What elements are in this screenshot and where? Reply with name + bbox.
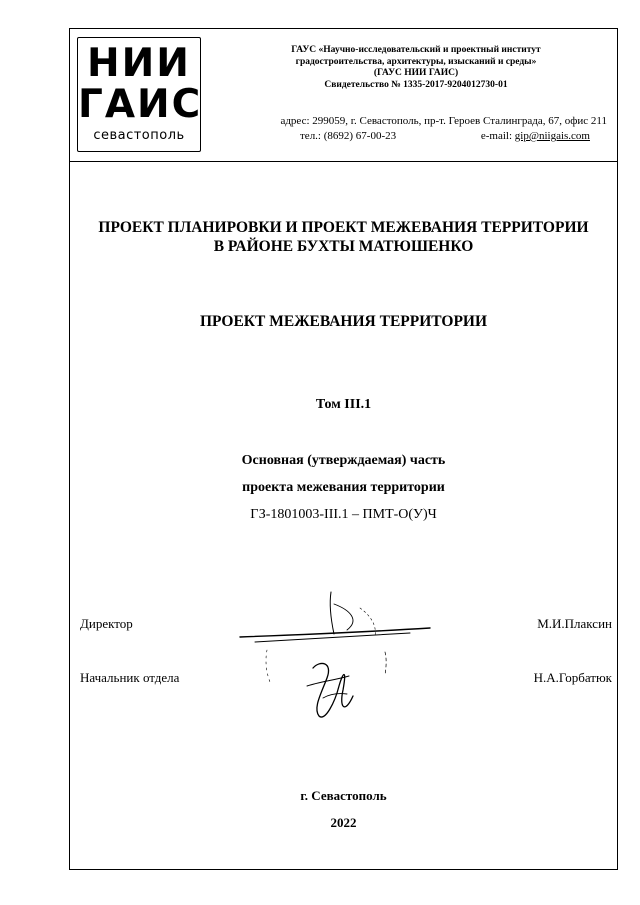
logo-text-city: севастополь: [93, 128, 185, 143]
organization-block: [216, 45, 616, 91]
org-name-line1: ГАУС «Научно-исследовательский и проектный институт: [291, 45, 541, 55]
logo-text-gais: ГАИС: [78, 82, 203, 127]
org-address: адрес: 299059, г. Севастополь, пр-т. Героев Сталинграда, 67, офис 211: [280, 115, 607, 127]
org-abbreviation: (ГАУС НИИ ГАИС): [373, 68, 459, 78]
director-role: Директор: [80, 616, 133, 631]
part-title-line1: Основная (утверждаемая) часть: [241, 453, 446, 468]
page-frame: [69, 28, 618, 870]
logo-text-nii: НИИ: [87, 41, 191, 86]
title-line1: ПРОЕКТ ПЛАНИРОВКИ И ПРОЕКТ МЕЖЕВАНИЯ ТЕРРИТОРИИ: [98, 219, 589, 236]
department-head-name: Н.А.Горбатюк: [533, 670, 612, 685]
email-label: e-mail:: [480, 130, 513, 142]
org-phone: тел.: (8692) 67-00-23: [300, 130, 397, 142]
header-divider: [69, 161, 618, 162]
email-link[interactable]: gip@niigais.com: [514, 130, 590, 142]
org-name-line2: градостроительства, архитектуры, изысканий и среды»: [295, 56, 537, 67]
document-code: ГЗ-1801003-III.1 – ПМТ-О(У)Ч: [250, 507, 437, 522]
title-line2: В РАЙОНЕ БУХТЫ МАТЮШЕНКО: [213, 238, 474, 255]
part-title-line2: проекта межевания территории: [242, 480, 445, 495]
handwritten-signatures: [235, 590, 440, 730]
volume-number: Том III.1: [315, 397, 372, 412]
footer-year: 2022: [330, 815, 357, 830]
footer-city: г. Севастополь: [300, 788, 387, 803]
director-name: М.И.Плаксин: [537, 616, 612, 631]
document-subtitle: ПРОЕКТ МЕЖЕВАНИЯ ТЕРРИТОРИИ: [199, 313, 488, 330]
document-title: [69, 218, 618, 256]
company-logo: [77, 37, 201, 152]
department-head-role: Начальник отдела: [80, 670, 180, 685]
org-certificate: Свидетельство № 1335-2017-9204012730-01: [324, 79, 508, 90]
org-email-line: [481, 130, 590, 142]
